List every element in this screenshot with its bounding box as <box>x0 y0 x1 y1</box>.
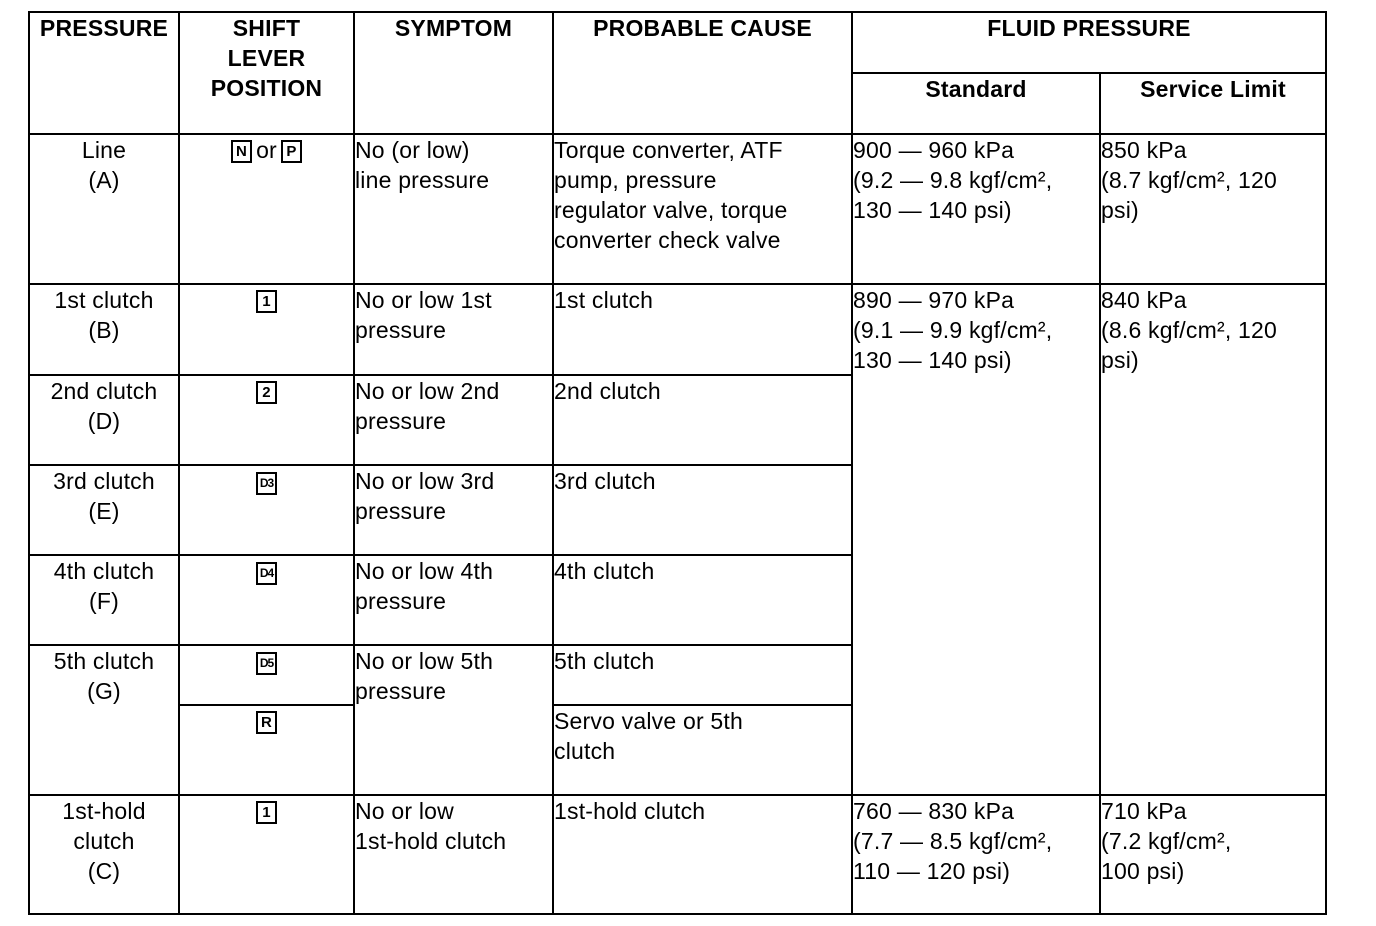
shift-position-p-icon: P <box>281 140 302 163</box>
table-row-line <box>29 134 1326 284</box>
header-pressure: PRESSURE <box>29 12 179 134</box>
probable-cause-cell: 3rd clutch <box>553 465 852 555</box>
shift-lever-cell: N or P <box>179 134 354 284</box>
pressure-cell: 1st clutch (B) <box>29 284 179 375</box>
header-shift-lever-position: SHIFT LEVER POSITION <box>179 12 354 134</box>
service-limit-cell: 850 kPa (8.7 kgf/cm², 120 psi) <box>1100 134 1326 284</box>
standard-pressure-cell: 900 — 960 kPa (9.2 — 9.8 kgf/cm², 130 — 140 psi) <box>852 134 1100 284</box>
probable-cause-cell: 2nd clutch <box>553 375 852 465</box>
probable-cause-cell: Torque converter, ATF pump, pressure regulator valve, torque converter check valve <box>553 134 852 284</box>
symptom-cell: No or low 5th pressure <box>354 645 553 795</box>
pressure-cell: 3rd clutch (E) <box>29 465 179 555</box>
shift-lever-cell <box>179 705 354 795</box>
shift-position-1-icon: 1 <box>256 290 277 313</box>
pressure-cell: 1st-hold clutch (C) <box>29 795 179 914</box>
shift-lever-cell <box>179 284 354 375</box>
shift-position-2-icon: 2 <box>256 381 277 404</box>
shift-lever-cell <box>179 555 354 645</box>
service-limit-cell: 710 kPa (7.2 kgf/cm², 100 psi) <box>1100 795 1326 914</box>
header-fluid-pressure: FLUID PRESSURE <box>852 12 1326 73</box>
symptom-cell: No or low 2nd pressure <box>354 375 553 465</box>
symptom-cell: No or low 4th pressure <box>354 555 553 645</box>
shift-position-1-icon: 1 <box>256 801 277 824</box>
header-service-limit: Service Limit <box>1100 73 1326 134</box>
pressure-cell: 5th clutch (G) <box>29 645 179 795</box>
header-standard: Standard <box>852 73 1100 134</box>
probable-cause-cell: 1st clutch <box>553 284 852 375</box>
shift-lever-cell <box>179 795 354 914</box>
header-probable-cause: PROBABLE CAUSE <box>553 12 852 134</box>
header-symptom: SYMPTOM <box>354 12 553 134</box>
shift-position-n-icon: N <box>231 140 252 163</box>
table-row-1st-hold-clutch <box>29 795 1326 914</box>
symptom-cell: No or low 1st pressure <box>354 284 553 375</box>
standard-pressure-cell: 760 — 830 kPa (7.7 — 8.5 kgf/cm², 110 — 120 psi) <box>852 795 1100 914</box>
pressure-cell: 4th clutch (F) <box>29 555 179 645</box>
pressure-cell: Line (A) <box>29 134 179 284</box>
symptom-cell: No or low 1st-hold clutch <box>354 795 553 914</box>
service-limit-cell: 840 kPa (8.6 kgf/cm², 120 psi) <box>1100 284 1326 795</box>
probable-cause-cell: Servo valve or 5th clutch <box>553 705 852 795</box>
probable-cause-cell: 1st-hold clutch <box>553 795 852 914</box>
shift-position-d3-icon: D3 <box>256 472 277 495</box>
shift-lever-cell <box>179 645 354 705</box>
shift-position-d4-icon: D4 <box>256 562 277 585</box>
probable-cause-cell: 4th clutch <box>553 555 852 645</box>
pressure-cell: 2nd clutch (D) <box>29 375 179 465</box>
symptom-cell: No or low 3rd pressure <box>354 465 553 555</box>
shift-position-d5-icon: D5 <box>256 652 277 675</box>
shift-position-r-icon: R <box>256 711 277 734</box>
pressure-spec-table <box>28 11 1327 915</box>
table-row-1st-clutch <box>29 284 1326 375</box>
standard-pressure-cell: 890 — 970 kPa (9.1 — 9.9 kgf/cm², 130 — 140 psi) <box>852 284 1100 795</box>
shift-lever-cell <box>179 375 354 465</box>
probable-cause-cell: 5th clutch <box>553 645 852 705</box>
symptom-cell: No (or low) line pressure <box>354 134 553 284</box>
shift-lever-cell <box>179 465 354 555</box>
